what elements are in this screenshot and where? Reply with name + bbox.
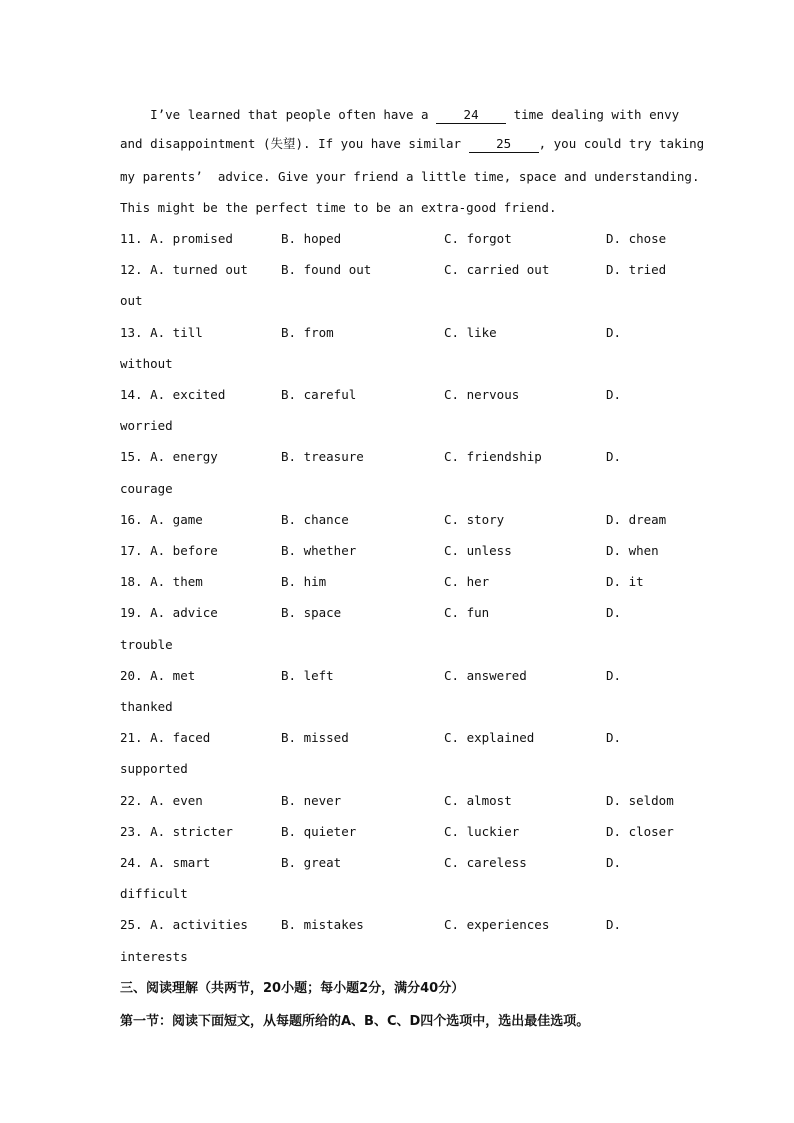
question-option-b: B. great (281, 855, 342, 870)
question-option-a: 14. A. excited (120, 387, 226, 402)
question-option-d: D. closer (606, 823, 674, 839)
question-option-a: 15. A. energy (120, 449, 218, 465)
question-option-c: C. fun (444, 605, 490, 621)
question-option-d: D. (606, 917, 622, 933)
question-option-a: 22. A. even (120, 792, 203, 808)
question-option-d: D. (606, 855, 622, 870)
question-option-b: B. whether (281, 543, 357, 558)
question-option-b: B. space (281, 605, 342, 621)
question-option-wrap: difficult (120, 886, 188, 902)
question-option-b: B. missed (281, 730, 349, 746)
question-option-wrap: courage (120, 480, 173, 496)
question-option-a: 16. A. game (120, 511, 203, 527)
question-option-wrap: out (120, 293, 143, 309)
question-option-a: 12. A. turned out (120, 262, 248, 278)
question-option-a: 11. A. promised (120, 231, 233, 246)
question-option-d: D. (606, 605, 622, 621)
question-option-wrap: supported (120, 761, 188, 777)
blank-25: 25 (469, 136, 539, 153)
question-option-c: C. story (444, 511, 505, 527)
section-instruction: 第一节：阅读下面短文，从每题所给的A、B、C、D四个选项中，选出最佳选项。 (120, 1014, 590, 1029)
question-option-a: 25. A. activities (120, 917, 248, 933)
question-option-d: D. when (606, 543, 659, 558)
question-option-d: D. seldom (606, 792, 674, 808)
question-option-c: C. answered (444, 667, 527, 683)
question-option-b: B. never (281, 792, 342, 808)
question-option-a: 23. A. stricter (120, 823, 233, 839)
question-option-wrap: interests (120, 948, 188, 964)
question-option-d: D. (606, 730, 622, 746)
question-option-a: 24. A. smart (120, 855, 211, 870)
question-option-c: C. friendship (444, 449, 542, 465)
question-option-a: 17. A. before (120, 543, 218, 558)
question-option-c: C. explained (444, 730, 535, 746)
question-option-b: B. treasure (281, 449, 364, 465)
question-option-d: D. (606, 387, 622, 402)
question-option-c: C. like (444, 324, 497, 340)
question-option-wrap: without (120, 355, 173, 371)
question-option-b: B. chance (281, 511, 349, 527)
passage-line-2: and disappointment (失望). If you have similar 25 , you could try taking (120, 136, 705, 151)
question-option-a: 18. A. them (120, 574, 203, 590)
question-option-b: B. found out (281, 262, 372, 278)
question-option-wrap: thanked (120, 699, 173, 714)
question-option-d: D. (606, 324, 622, 340)
passage-line-3: my parents’ advice. Give your friend a little time, space and understanding. (120, 169, 700, 184)
question-option-c: C. forgot (444, 231, 512, 246)
section-title: 三、阅读理解（共两节，20小题；每小题2分，满分40分） (120, 981, 465, 996)
question-option-a: 13. A. till (120, 324, 203, 340)
question-option-b: B. hoped (281, 231, 342, 246)
question-option-c: C. careless (444, 855, 527, 870)
question-option-b: B. him (281, 574, 327, 590)
question-option-c: C. luckier (444, 823, 520, 839)
question-option-a: 20. A. met (120, 667, 196, 683)
passage-line-4: This might be the perfect time to be an extra-good friend. (120, 200, 557, 215)
question-option-d: D. (606, 667, 622, 683)
question-option-b: B. quieter (281, 823, 357, 839)
blank-24: 24 (436, 107, 506, 124)
question-option-d: D. chose (606, 231, 667, 246)
question-option-d: D. (606, 449, 622, 465)
question-option-b: B. careful (281, 387, 357, 402)
question-option-wrap: trouble (120, 636, 173, 652)
question-option-d: D. dream (606, 511, 667, 527)
question-option-c: C. almost (444, 792, 512, 808)
question-option-d: D. it (606, 574, 644, 590)
question-option-c: C. nervous (444, 387, 520, 402)
question-option-c: C. unless (444, 543, 512, 558)
question-option-b: B. from (281, 324, 334, 340)
question-option-c: C. her (444, 574, 490, 590)
question-option-wrap: worried (120, 418, 173, 434)
question-option-a: 21. A. faced (120, 730, 211, 746)
question-option-b: B. mistakes (281, 917, 364, 933)
question-option-a: 19. A. advice (120, 605, 218, 621)
question-option-c: C. carried out (444, 262, 550, 278)
passage-line-1: I’ve learned that people often have a 24 time dealing with envy (120, 107, 680, 122)
question-option-c: C. experiences (444, 917, 550, 933)
question-option-d: D. tried (606, 262, 667, 278)
question-option-b: B. left (281, 667, 334, 683)
